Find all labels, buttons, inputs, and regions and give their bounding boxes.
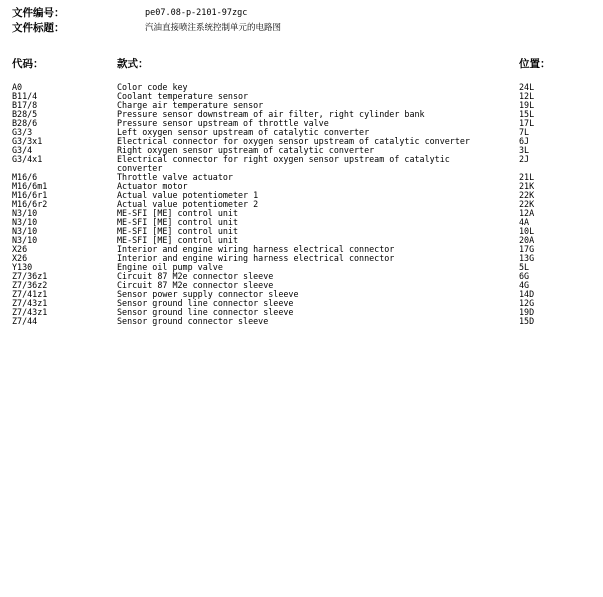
component-position: 13G	[519, 253, 535, 263]
component-description: Right oxygen sensor upstream of catalytic converter	[117, 145, 375, 155]
table-row	[12, 290, 592, 299]
component-description: Pressure sensor upstream of throttle valve	[117, 118, 329, 128]
component-description: Sensor ground line connector sleeve	[117, 307, 294, 317]
doc-number-value: pe07.08-p-2101-97zgc	[145, 8, 248, 18]
component-description: Interior and engine wiring harness electrical connector	[117, 244, 395, 254]
table-row	[12, 227, 592, 236]
component-description: Coolant temperature sensor	[117, 91, 249, 101]
component-description: Sensor power supply connector sleeve	[117, 289, 299, 299]
component-position: 19L	[519, 100, 535, 110]
component-description: Electrical connector for oxygen sensor upstream of catalytic converter	[117, 136, 470, 146]
component-position: 12A	[519, 208, 535, 218]
component-position: 7L	[519, 127, 530, 137]
component-position: 4A	[519, 217, 530, 227]
table-row	[12, 200, 592, 209]
component-position: 22K	[519, 190, 535, 200]
component-code: B17/8	[12, 100, 38, 110]
component-description: Pressure sensor downstream of air filter, right cylinder bank	[117, 109, 425, 119]
table-row	[12, 263, 592, 272]
component-description: ME-SFI [ME] control unit	[117, 217, 239, 227]
component-code: N3/10	[12, 217, 38, 227]
component-description: Circuit 87 M2e connector sleeve	[117, 280, 274, 290]
component-code: X26	[12, 253, 28, 263]
description-column-header: 款式：	[117, 58, 149, 70]
component-code: M16/6m1	[12, 181, 48, 191]
component-position: 6G	[519, 271, 530, 281]
component-code: Z7/43z1	[12, 298, 48, 308]
component-position: 6J	[519, 136, 530, 146]
component-description: Actual value potentiometer 2	[117, 199, 259, 209]
component-description: Color code key	[117, 82, 188, 92]
component-description: Engine oil pump valve	[117, 262, 223, 272]
table-row	[12, 281, 592, 290]
table-row	[12, 299, 592, 308]
component-description: Sensor ground line connector sleeve	[117, 298, 294, 308]
table-row	[12, 173, 592, 182]
component-code: X26	[12, 244, 28, 254]
table-row	[12, 218, 592, 227]
table-row	[12, 83, 592, 92]
component-description: Actual value potentiometer 1	[117, 190, 259, 200]
table-row	[12, 317, 592, 326]
doc-title-value: 汽油直接喷注系统控制单元的电路图	[145, 23, 282, 33]
component-code: G3/4x1	[12, 154, 43, 164]
component-code: G3/4	[12, 145, 33, 155]
component-code: M16/6r2	[12, 199, 48, 209]
component-code: B28/6	[12, 118, 38, 128]
table-row	[12, 308, 592, 317]
table-row	[12, 155, 592, 173]
component-description: Interior and engine wiring harness electrical connector	[117, 253, 395, 263]
component-position: 12G	[519, 298, 535, 308]
component-description: Circuit 87 M2e connector sleeve	[117, 271, 274, 281]
component-description: Throttle valve actuator	[117, 172, 233, 182]
column-headers	[12, 57, 592, 71]
component-code: Z7/36z2	[12, 280, 48, 290]
component-code: Z7/44	[12, 316, 38, 326]
component-description: Left oxygen sensor upstream of catalytic converter	[117, 127, 370, 137]
table-row	[12, 92, 592, 101]
doc-title-label: 文件标题：	[12, 22, 65, 34]
component-position: 19D	[519, 307, 535, 317]
component-position: 10L	[519, 226, 535, 236]
component-position: 3L	[519, 145, 530, 155]
component-position: 24L	[519, 82, 535, 92]
component-code: Z7/41z1	[12, 289, 48, 299]
component-position: 17G	[519, 244, 535, 254]
table-row	[12, 209, 592, 218]
component-description: Sensor ground connector sleeve	[117, 316, 269, 326]
component-code: B28/5	[12, 109, 38, 119]
table-row	[12, 182, 592, 191]
component-position: 22K	[519, 199, 535, 209]
component-position: 21L	[519, 172, 535, 182]
component-code: M16/6	[12, 172, 38, 182]
component-description: Electrical connector for right oxygen sensor upstream of catalytic converter	[117, 154, 450, 173]
component-code: Y130	[12, 262, 33, 272]
component-code: N3/10	[12, 226, 38, 236]
component-code: N3/10	[12, 208, 38, 218]
component-code: M16/6r1	[12, 190, 48, 200]
table-row	[12, 191, 592, 200]
component-list	[12, 83, 592, 326]
component-code: G3/3x1	[12, 136, 43, 146]
component-description: Actuator motor	[117, 181, 188, 191]
component-code: A0	[12, 82, 23, 92]
component-position: 12L	[519, 91, 535, 101]
component-position: 15L	[519, 109, 535, 119]
component-position: 17L	[519, 118, 535, 128]
component-description: ME-SFI [ME] control unit	[117, 208, 239, 218]
component-position: 2J	[519, 154, 530, 164]
component-position: 15D	[519, 316, 535, 326]
component-code: B11/4	[12, 91, 38, 101]
component-position: 20A	[519, 235, 535, 245]
component-code: Z7/43z1	[12, 307, 48, 317]
doc-number-label: 文件编号：	[12, 7, 65, 19]
component-description: Charge air temperature sensor	[117, 100, 264, 110]
table-row	[12, 254, 592, 263]
component-position: 5L	[519, 262, 530, 272]
component-code: G3/3	[12, 127, 33, 137]
position-column-header: 位置：	[519, 58, 551, 70]
component-code: Z7/36z1	[12, 271, 48, 281]
component-description: ME-SFI [ME] control unit	[117, 226, 239, 236]
component-code: N3/10	[12, 235, 38, 245]
code-column-header: 代码：	[12, 58, 44, 70]
component-position: 4G	[519, 280, 530, 290]
component-position: 14D	[519, 289, 535, 299]
table-row	[12, 272, 592, 281]
component-description: ME-SFI [ME] control unit	[117, 235, 239, 245]
component-position: 21K	[519, 181, 535, 191]
